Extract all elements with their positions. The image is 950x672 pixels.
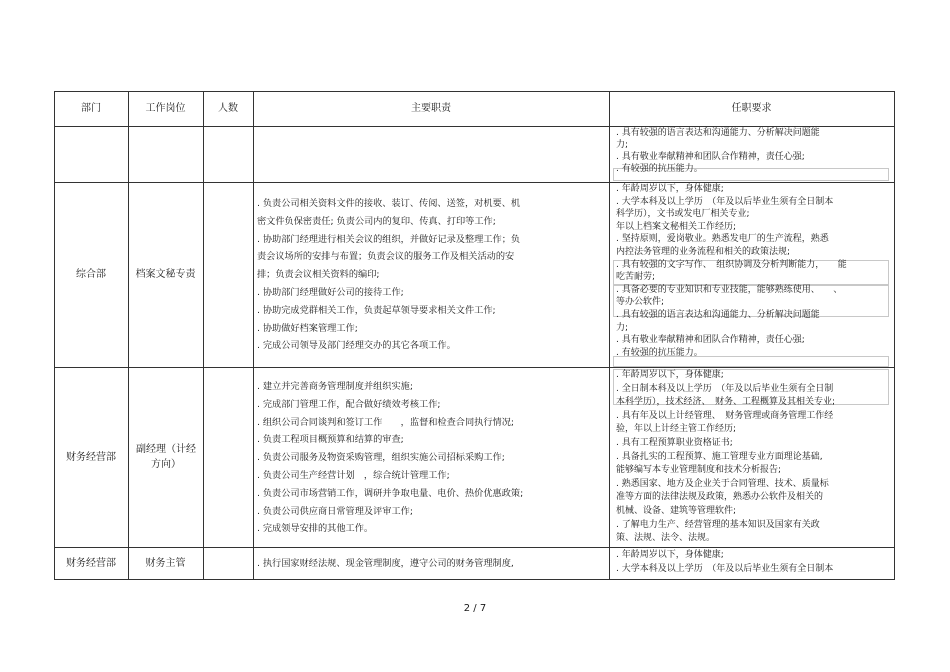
header-count: 人数	[218, 103, 238, 114]
row-3-post: 副经理（计经方向）	[136, 444, 196, 470]
page-number: 2 / 7	[463, 603, 487, 614]
header-duties: 主要职责	[411, 103, 451, 114]
header-reqs: 任职要求	[731, 103, 772, 114]
row-4-dept: 财务经营部	[66, 557, 116, 569]
row-2-post: 档案文秘专责	[135, 269, 196, 280]
row-3-count	[203, 367, 253, 547]
row-2-dept: 综合部	[76, 269, 106, 280]
row-2-duties: . 负责公司相关资料文件的接收、装订、传阅、送签，对机要、机 密文件负保密责任; 负责公司内的复印、传真、打印等工作; . 协助部门经理进行相关会议的组织，并做好记录及整理工作；负 责会议场所的安排与布置；负责会议的服务工作及相关活动的安 排；负责会议相关资料的编印; . 协助部门经理做好公司的接待工作; . 协助完成党群相关工作，负责起草领导要求相关文件工作; . 协助做好档案管理工作; . 完成公司领导及部门经理交办的其它各项工作。	[257, 198, 521, 352]
job-table	[54, 91, 895, 580]
row-4-duties: . 执行国家财经法规、现金管理制度，遵守公司的财务管理制度,	[257, 558, 514, 569]
row-4-count	[203, 547, 253, 579]
row-2-requirements: . 年龄周岁以下，身体健康; . 大学本科及以上学历 （年及以后毕业生须有全日制本 科学历），文书或发电厂相关专业; 年以上档案文秘相关工作经历; . 坚持原则，爱岗敬业。熟悉发电厂的生产流程，熟悉 内控法务管理的业务流程和相关的政策法规; . 具有较强的文字写作、 组织协调及分析判断能力， 能 吃苦耐劳; . 具备必要的专业知识和专业技能，能够熟练使用、 、 等办公软件; . 具有较强的语言表达和沟通能力、分析解决问题能 力; . 具有敬业奉献精神和团队合作精神，责任心强; . 有较强的抗压能力。	[616, 184, 847, 358]
row-4-post: 财务主管	[145, 557, 186, 569]
row-3-duties: . 建立并完善商务管理制度并组织实施; . 完成部门管理工作，配合做好绩效考核工作; . 组织公司合同谈判和签订工作 ，监督和检查合同执行情况; . 负责工程项目概预算和结算的审查; . 负责公司服务及物资采购管理，组织实施公司招标采购工作; . 负责公司生产经营计划 ，综合统计管理工作; . 负责公司市场营销工作，调研并争取电量、电价、热价优惠政策; . 负责公司供应商日常管理及评审工作; . 完成领导安排的其他工作。	[257, 381, 524, 535]
row-3-dept: 财务经营部	[66, 451, 116, 463]
row-2-count	[203, 182, 253, 367]
header-dept: 部门	[81, 103, 101, 114]
row-1-requirements: . 具有较强的语言表达和沟通能力、分析解决问题能 力; . 具有敬业奉献精神和团队合作精神，责任心强; . 有较强的抗压能力。	[616, 128, 820, 174]
row-3-requirements: . 年龄周岁以下，身体健康; . 全日制本科及以上学历 （年及以后毕业生须有全日制 本科学历），技术经济、 财务、工程概算及其相关专业; . 具有年及以上计经管理、 财务管理或商务管理工作经 验，年以上计经主管工作经历; . 具有工程预算职业资格证书; . 具备扎实的工程预算、施工管理专业方面理论基础, 能够编写本专业管理制度和技术分析报告; . 熟悉国家、地方及企业关于合同管理、技术、质量标 准等方面的法律法规及政策，熟悉办公软件及相关的 机械、设备、建筑等管理软件; . 了解电力生产、经营管理的基本知识及国家有关政 策、法规、法令、法规。	[616, 370, 836, 544]
header-post: 工作岗位	[145, 103, 186, 114]
row-4-requirements: . 年龄周岁以下，身体健康; . 大学本科及以上学历 （年及以后毕业生须有全日制本	[616, 550, 834, 574]
